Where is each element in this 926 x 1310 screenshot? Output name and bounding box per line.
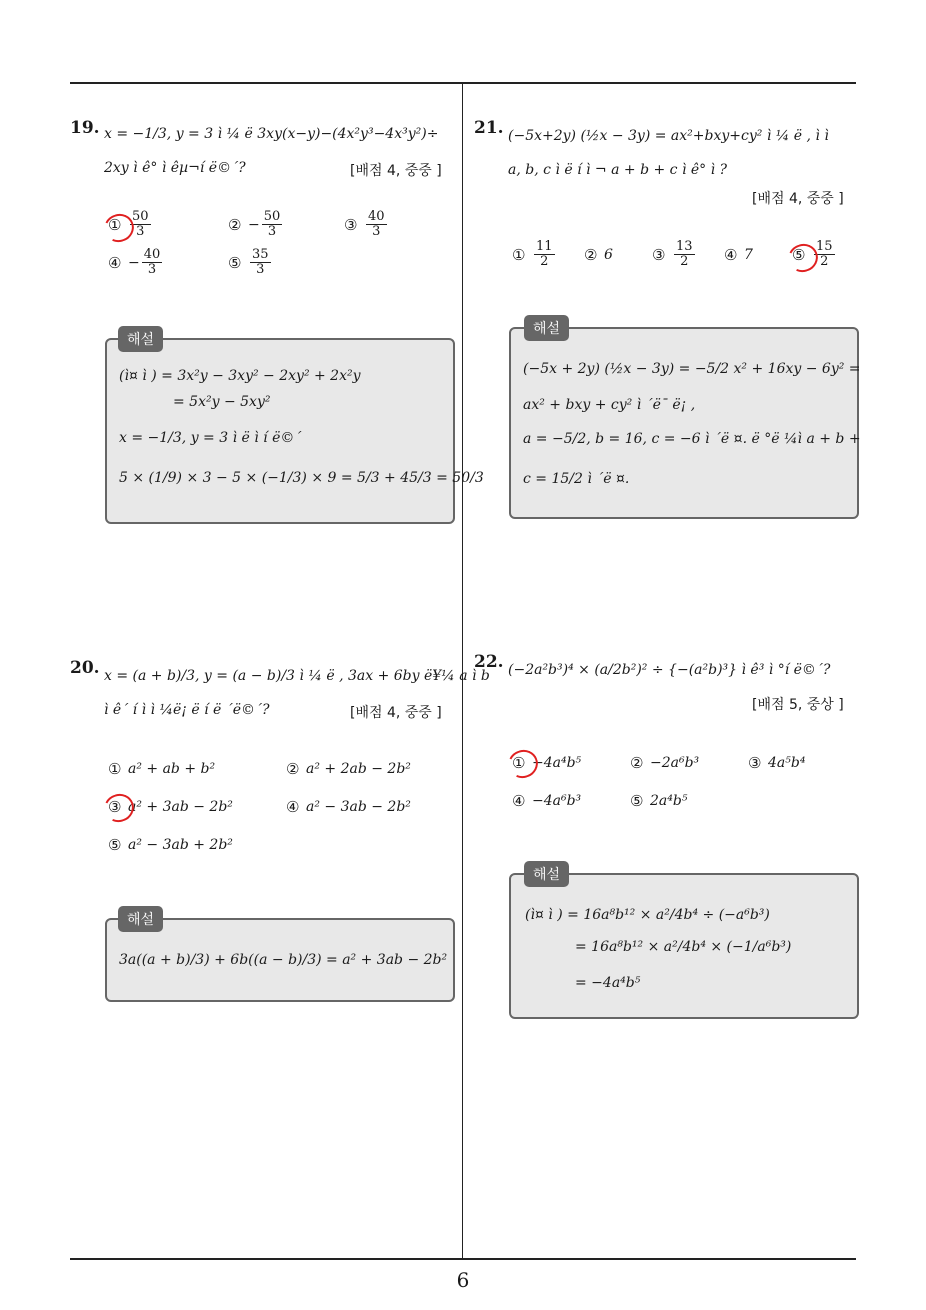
solution-line: a = −5/2, b = 16, c = −6 ì ´ë ¤. ë °ë ¼ì a + b + xyxy=(523,431,861,447)
problem-number: 21. xyxy=(474,118,504,138)
choice-marker: ⑤ xyxy=(108,836,122,854)
problem-text-line1: x = −1/3, y = 3 ì ¼ ë 3xy(x−y)−(4x²y³−4x³y²)÷ xyxy=(104,126,439,142)
choice-marker: ③ xyxy=(748,754,762,772)
choice-value: a² + 3ab − 2b² xyxy=(128,799,233,815)
score-difficulty: [배점 4, 중중 ] xyxy=(350,705,442,721)
choice-value: a² − 3ab + 2b² xyxy=(128,837,233,853)
problem-text-line2: a, b, c ì ë í ì ¬ a + b + c ì ê° ì ? xyxy=(508,162,728,178)
problem-number: 20. xyxy=(70,658,100,678)
choice-4[interactable] xyxy=(512,792,581,810)
problem-text-line2: 2xy ì ê° ì êµ¬í ë©´? xyxy=(104,160,246,176)
solution-line: = 16a⁸b¹² × a²/4b⁴ × (−1/a⁶b³) xyxy=(575,939,792,955)
problem-text-line1: (−5x+2y) (½x − 3y) = ax²+bxy+cy² ì ¼ ë , ì ì xyxy=(508,128,829,144)
problem-text-line1: x = (a + b)/3, y = (a − b)/3 ì ¼ ë , 3ax + 6by ë¥¼ a ì b xyxy=(104,668,490,684)
problem-number: 22. xyxy=(474,652,504,672)
choice-marker: ② xyxy=(228,215,242,234)
solution-line: (−5x + 2y) (½x − 3y) = −5/2 x² + 16xy − 6y² = xyxy=(523,361,861,377)
choice-value: −4a⁶b³ xyxy=(532,793,582,809)
choice-fraction: $\frac{13}{2}$ xyxy=(676,239,693,270)
choice-5[interactable] xyxy=(228,248,273,278)
answer-circle-icon xyxy=(100,790,138,827)
choice-marker: ① xyxy=(512,754,526,772)
choice-1[interactable] xyxy=(512,240,557,270)
solution-line: (ì¤ ì ) = 16a⁸b¹² × a²/4b⁴ ÷ (−a⁶b³) xyxy=(525,907,770,923)
choice-marker: ① xyxy=(108,760,122,778)
solution-line: 3a((a + b)/3) + 6b((a − b)/3) = a² + 3ab − 2b² xyxy=(119,952,448,968)
choice-value: −4a⁴b⁵ xyxy=(532,755,582,771)
solution-tag: 해설 xyxy=(524,861,569,887)
solution-tag: 해설 xyxy=(118,326,163,352)
choice-2[interactable] xyxy=(584,246,613,264)
choice-marker: ③ xyxy=(344,215,358,234)
solution-box xyxy=(105,338,484,524)
choice-1[interactable] xyxy=(108,760,215,778)
choice-marker: ② xyxy=(630,754,644,772)
score-difficulty: [배점 4, 중중 ] xyxy=(350,163,442,179)
choice-marker: ③ xyxy=(108,798,122,816)
solution-line: = −4a⁴b⁵ xyxy=(575,975,641,991)
choice-value: 2a⁴b⁵ xyxy=(650,793,688,809)
choice-sign: − xyxy=(128,254,140,271)
choice-3[interactable] xyxy=(344,210,389,240)
choice-value: 6 xyxy=(604,247,613,263)
solution-box xyxy=(509,327,859,519)
choice-value: a² + ab + b² xyxy=(128,761,216,777)
choice-marker: ② xyxy=(584,246,598,264)
choice-fraction: $\frac{15}{2}$ xyxy=(816,239,833,270)
choice-3[interactable] xyxy=(748,754,805,772)
choice-marker: ④ xyxy=(724,246,738,264)
problem-text-line2: ì ê´ í ì ì ¼ë¡ ë í ë ´ë©´? xyxy=(104,702,270,718)
choice-marker: ② xyxy=(286,760,300,778)
choice-marker: ④ xyxy=(286,798,300,816)
choice-marker: ① xyxy=(108,215,122,234)
solution-tag: 해설 xyxy=(118,906,163,932)
solution-line: ax² + bxy + cy² ì ´ë¯ ë¡ , xyxy=(523,397,696,413)
choice-marker: ⑤ xyxy=(228,253,242,272)
choice-2[interactable] xyxy=(630,754,699,772)
choice-value: 4a⁵b⁴ xyxy=(768,755,806,771)
choice-fraction: $\frac{50}{3}$ xyxy=(132,209,149,240)
solution-line: (ì¤ ì ) = 3x²y − 3xy² − 2xy² + 2x²y xyxy=(119,368,361,384)
choice-fraction: $\frac{40}{3}$ xyxy=(368,209,385,240)
solution-line: = 5x²y − 5xy² xyxy=(173,394,271,410)
solution-box xyxy=(509,873,859,1019)
choice-fraction: $\frac{40}{3}$ xyxy=(143,247,161,278)
choice-4[interactable] xyxy=(724,246,753,264)
problem-text-line1: (−2a²b³)⁴ × (a/2b²)² ÷ {−(a²b)³} ì ê³ ì °í ë©´? xyxy=(508,662,831,678)
choice-fraction: $\frac{11}{2}$ xyxy=(536,239,553,270)
score-difficulty: [배점 5, 중상 ] xyxy=(752,697,844,713)
choice-value: −2a⁶b³ xyxy=(650,755,700,771)
choice-2[interactable] xyxy=(228,210,284,240)
choice-3[interactable] xyxy=(652,240,697,270)
choice-marker: ③ xyxy=(652,245,666,264)
choice-value: a² − 3ab − 2b² xyxy=(306,799,411,815)
solution-line: c = 15/2 ì ´ë ¤. xyxy=(523,471,630,487)
top-rule xyxy=(70,82,856,84)
page-number: 6 xyxy=(456,1268,470,1292)
choice-marker: ⑤ xyxy=(630,792,644,810)
choice-fraction: $\frac{35}{3}$ xyxy=(252,247,269,278)
choice-value: 7 xyxy=(744,247,753,263)
choice-5[interactable] xyxy=(630,792,687,810)
bottom-rule xyxy=(70,1258,856,1260)
choice-value: a² + 2ab − 2b² xyxy=(306,761,411,777)
choice-fraction: $\frac{50}{3}$ xyxy=(263,209,281,240)
choice-sign: − xyxy=(248,216,260,233)
choice-5[interactable] xyxy=(108,836,233,854)
score-difficulty: [배점 4, 중중 ] xyxy=(752,191,844,207)
choice-4[interactable] xyxy=(108,248,164,278)
choice-marker: ① xyxy=(512,245,526,264)
answer-circle-icon xyxy=(504,746,542,783)
choice-2[interactable] xyxy=(286,760,411,778)
choice-4[interactable] xyxy=(286,798,411,816)
solution-tag: 해설 xyxy=(524,315,569,341)
solution-line: x = −1/3, y = 3 ì ë ì í ë©´ xyxy=(119,430,302,446)
choice-marker: ④ xyxy=(108,253,122,272)
solution-line: 5 × (1/9) × 3 − 5 × (−1/3) × 9 = 5/3 + 45/3 = 50/3 xyxy=(119,470,484,486)
problem-number: 19. xyxy=(70,118,100,138)
choice-marker: ⑤ xyxy=(792,245,806,264)
choice-marker: ④ xyxy=(512,792,526,810)
